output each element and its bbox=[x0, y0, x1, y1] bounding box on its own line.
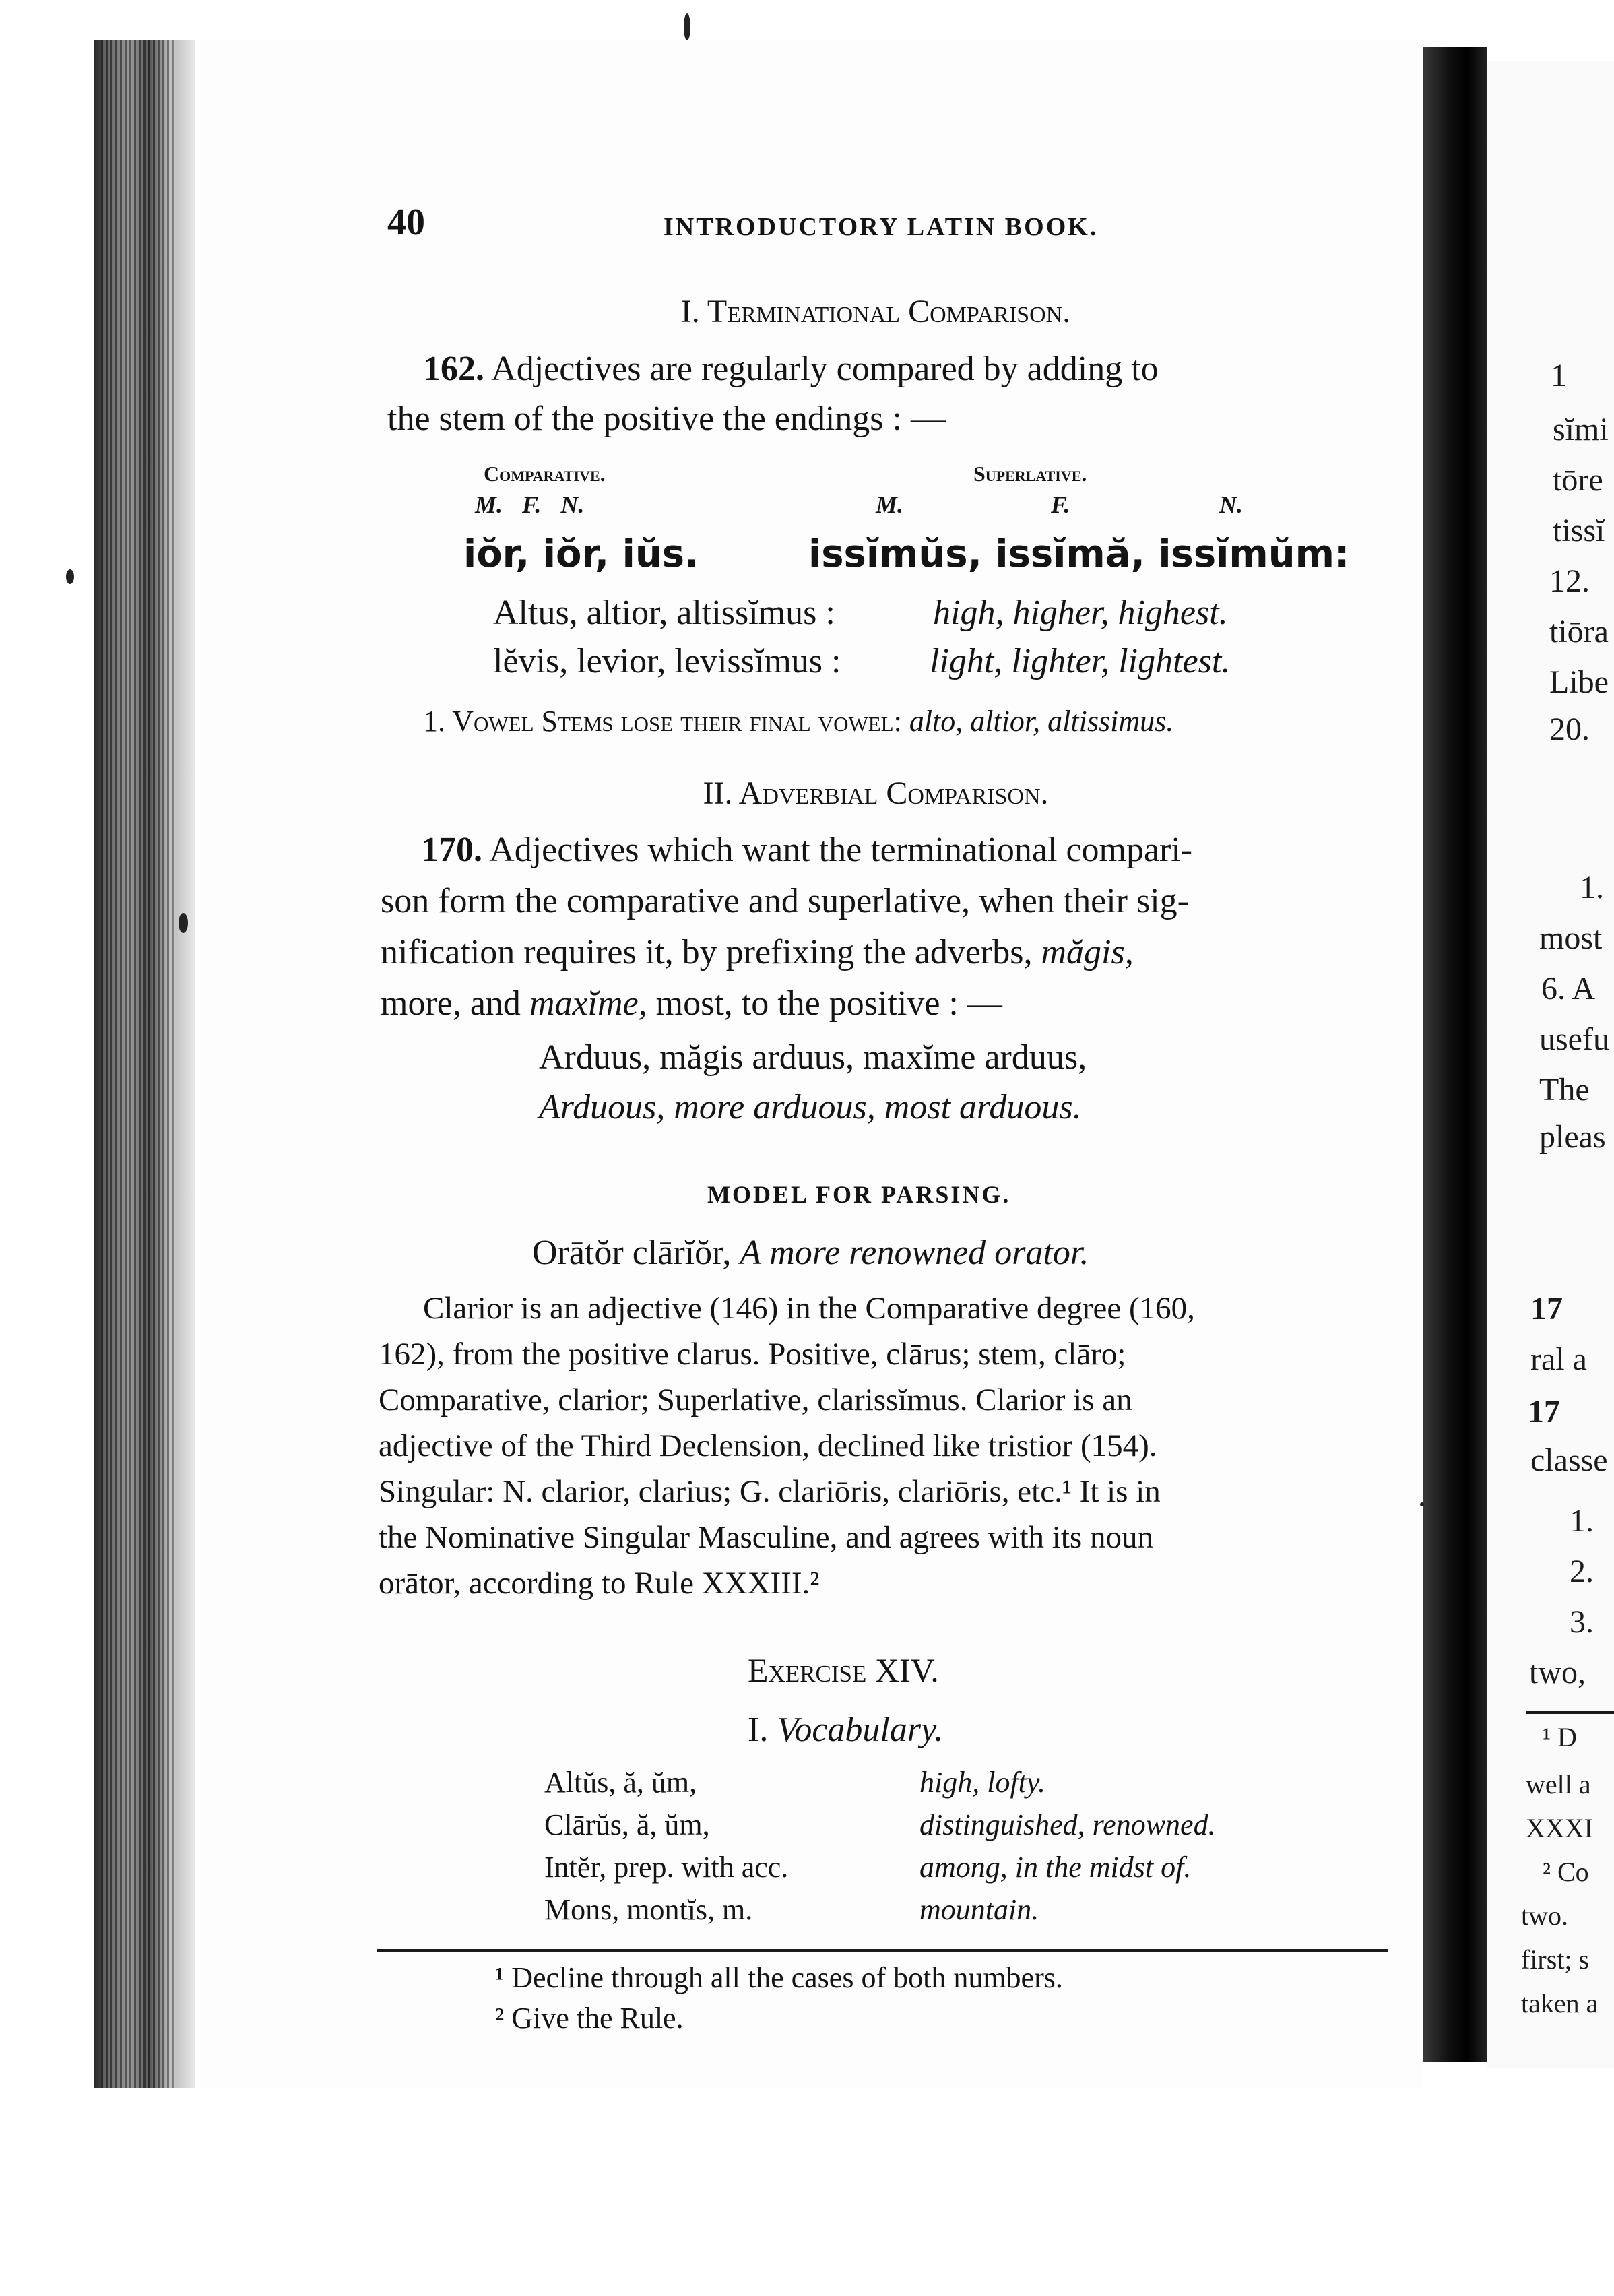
right-page-text: pleas bbox=[1539, 1119, 1606, 1155]
paragraph-170-line1 bbox=[421, 830, 1192, 870]
right-page-text: 17 bbox=[1528, 1394, 1560, 1430]
comparative-genders: M. F. N. bbox=[475, 491, 585, 518]
parsing-line: 162), from the positive clarus. Positive, clārus; stem, clāro; bbox=[379, 1337, 1126, 1372]
right-page-text: classe bbox=[1530, 1442, 1608, 1478]
vocab-english: mountain. bbox=[919, 1893, 1039, 1926]
section-heading bbox=[0, 293, 1614, 330]
paragraph-170-line4 bbox=[381, 984, 1002, 1023]
right-page-text: tissĭ bbox=[1553, 513, 1605, 548]
latin-word: măgis, bbox=[1041, 933, 1134, 971]
section-heading-text: I. Terminational Comparison. bbox=[680, 294, 1071, 329]
right-page-text: usefu bbox=[1539, 1021, 1609, 1057]
vowel-stems-text: 1. Vowel Stems lose their final vowel: bbox=[423, 705, 902, 738]
vocabulary-heading-text: Vocabulary. bbox=[777, 1711, 944, 1749]
superlative-f: F. bbox=[1051, 491, 1070, 518]
right-page-text: Libe bbox=[1549, 664, 1609, 700]
vocabulary-heading-num: I. bbox=[748, 1711, 769, 1749]
comparative-endings: iŏr, iŏr, iŭs. bbox=[463, 532, 699, 576]
paragraph-number: 162. bbox=[423, 350, 484, 388]
right-page-footnote: ¹ D bbox=[1543, 1722, 1577, 1752]
example-english-2: light, lighter, lightest. bbox=[930, 642, 1231, 680]
right-page-text: 1 bbox=[1551, 358, 1567, 393]
right-page-footnote: XXXI bbox=[1526, 1813, 1593, 1843]
section-heading bbox=[0, 775, 1614, 812]
scan-speck bbox=[179, 913, 188, 933]
parsing-line: the Nominative Singular Masculine, and agrees with its noun bbox=[379, 1520, 1153, 1555]
parsing-line: Clarior is an adjective (146) in the Comparative degree (160, bbox=[423, 1291, 1195, 1326]
example-latin-2: lĕvis, levior, levissĭmus : bbox=[493, 642, 841, 680]
paragraph-text: Adjectives which want the terminational compari- bbox=[489, 831, 1193, 869]
right-page-text: 20. bbox=[1549, 711, 1590, 747]
right-page-text: 12. bbox=[1549, 563, 1590, 599]
vocab-english: distinguished, renowned. bbox=[919, 1808, 1216, 1841]
vocab-latin: Intĕr, prep. with acc. bbox=[544, 1851, 789, 1884]
paragraph-number: 170. bbox=[421, 831, 482, 869]
vocab-latin: Mons, montĭs, m. bbox=[544, 1893, 753, 1926]
right-page-text: ral a bbox=[1530, 1341, 1587, 1377]
vocabulary-heading bbox=[748, 1710, 943, 1750]
model-heading: MODEL FOR PARSING. bbox=[707, 1181, 1011, 1208]
latin-word: maxĭme, bbox=[529, 984, 647, 1023]
paragraph-text: more, and bbox=[381, 984, 521, 1023]
page-edge-stripes bbox=[101, 40, 175, 2088]
right-page-text: 6. A bbox=[1541, 971, 1596, 1007]
running-head: INTRODUCTORY LATIN BOOK. bbox=[664, 213, 1099, 241]
vowel-stems-examples: alto, altior, altissimus. bbox=[909, 705, 1174, 738]
example-latin-1: Altus, altior, altissĭmus : bbox=[493, 594, 835, 632]
scan-speck bbox=[1420, 1502, 1424, 1506]
superlative-endings: issĭmŭs, issĭmă, issĭmŭm: bbox=[808, 532, 1350, 576]
paragraph-170-line2: son form the comparative and superlative, when their sig- bbox=[381, 882, 1189, 920]
superlative-label: Superlative. bbox=[973, 461, 1087, 486]
parsing-line: Comparative, clarior; Superlative, clarissĭmus. Clarior is an bbox=[379, 1382, 1132, 1417]
comparative-label: Comparative. bbox=[484, 461, 606, 486]
right-page-text: 3. bbox=[1570, 1604, 1594, 1640]
right-page-footnote: well a bbox=[1526, 1769, 1591, 1799]
paragraph-162-line2: the stem of the positive the endings : — bbox=[387, 400, 946, 438]
scan-speck bbox=[684, 13, 690, 40]
paragraph-text: nification requires it, by prefixing the adverbs, bbox=[381, 933, 1033, 971]
footnote-2: ² Give the Rule. bbox=[495, 2002, 684, 2035]
superlative-m: M. bbox=[876, 491, 904, 518]
footnote-divider bbox=[377, 1949, 1388, 1952]
section-heading-text: II. Adverbial Comparison. bbox=[703, 775, 1049, 811]
right-page-footnote-divider bbox=[1526, 1711, 1614, 1714]
model-phrase bbox=[532, 1233, 1089, 1273]
right-page-footnote: first; s bbox=[1521, 1944, 1590, 1975]
vocab-latin: Altŭs, ă, ŭm, bbox=[544, 1766, 697, 1799]
scan-speck bbox=[66, 569, 74, 584]
right-page-text: 17 bbox=[1530, 1291, 1563, 1327]
paragraph-170-line3 bbox=[381, 932, 1134, 972]
page-number: 40 bbox=[387, 201, 425, 243]
right-page-footnote: taken a bbox=[1521, 1988, 1599, 2018]
right-page-text: two, bbox=[1529, 1655, 1586, 1690]
vowel-stems-note bbox=[423, 704, 1173, 738]
book-gutter bbox=[1423, 47, 1487, 2062]
example-english-1: high, higher, highest. bbox=[933, 594, 1228, 632]
model-phrase-latin: Orātŏr clārĭŏr, bbox=[532, 1234, 732, 1272]
superlative-n: N. bbox=[1219, 491, 1243, 518]
right-page-footnote: two. bbox=[1521, 1901, 1568, 1931]
vocab-latin: Clārŭs, ă, ŭm, bbox=[544, 1808, 710, 1841]
right-page-text: tiōra bbox=[1549, 614, 1609, 649]
exercise-title: Exercise XIV. bbox=[748, 1651, 939, 1689]
vocab-english: among, in the midst of. bbox=[919, 1851, 1192, 1884]
example-english-170: Arduous, more arduous, most arduous. bbox=[539, 1088, 1082, 1126]
vocab-english: high, lofty. bbox=[919, 1766, 1045, 1799]
right-page-footnote: ² Co bbox=[1543, 1857, 1589, 1887]
model-phrase-english: A more renowned orator. bbox=[740, 1234, 1089, 1272]
parsing-line: orātor, according to Rule XXXIII.² bbox=[379, 1566, 820, 1601]
right-page-text: The bbox=[1539, 1072, 1590, 1108]
right-page-text: most bbox=[1539, 920, 1603, 956]
right-page-text: sĭmi bbox=[1553, 412, 1609, 447]
right-page-text: 2. bbox=[1570, 1554, 1594, 1589]
paragraph-text: Adjectives are regularly compared by adding to bbox=[491, 350, 1159, 388]
right-page-text: 1. bbox=[1580, 870, 1604, 905]
parsing-line: adjective of the Third Declension, declined like tristior (154). bbox=[379, 1428, 1157, 1463]
paragraph-162-line1 bbox=[423, 349, 1159, 389]
right-page-text: tōre bbox=[1553, 462, 1603, 498]
paragraph-text: most, to the positive : — bbox=[655, 984, 1002, 1023]
parsing-line: Singular: N. clarior, clarius; G. clariōris, clariōris, etc.¹ It is in bbox=[379, 1474, 1161, 1509]
example-latin-170: Arduus, măgis arduus, maxĭme arduus, bbox=[539, 1038, 1087, 1077]
footnote-1: ¹ Decline through all the cases of both numbers. bbox=[495, 1961, 1063, 1994]
right-page-text: 1. bbox=[1570, 1503, 1594, 1539]
